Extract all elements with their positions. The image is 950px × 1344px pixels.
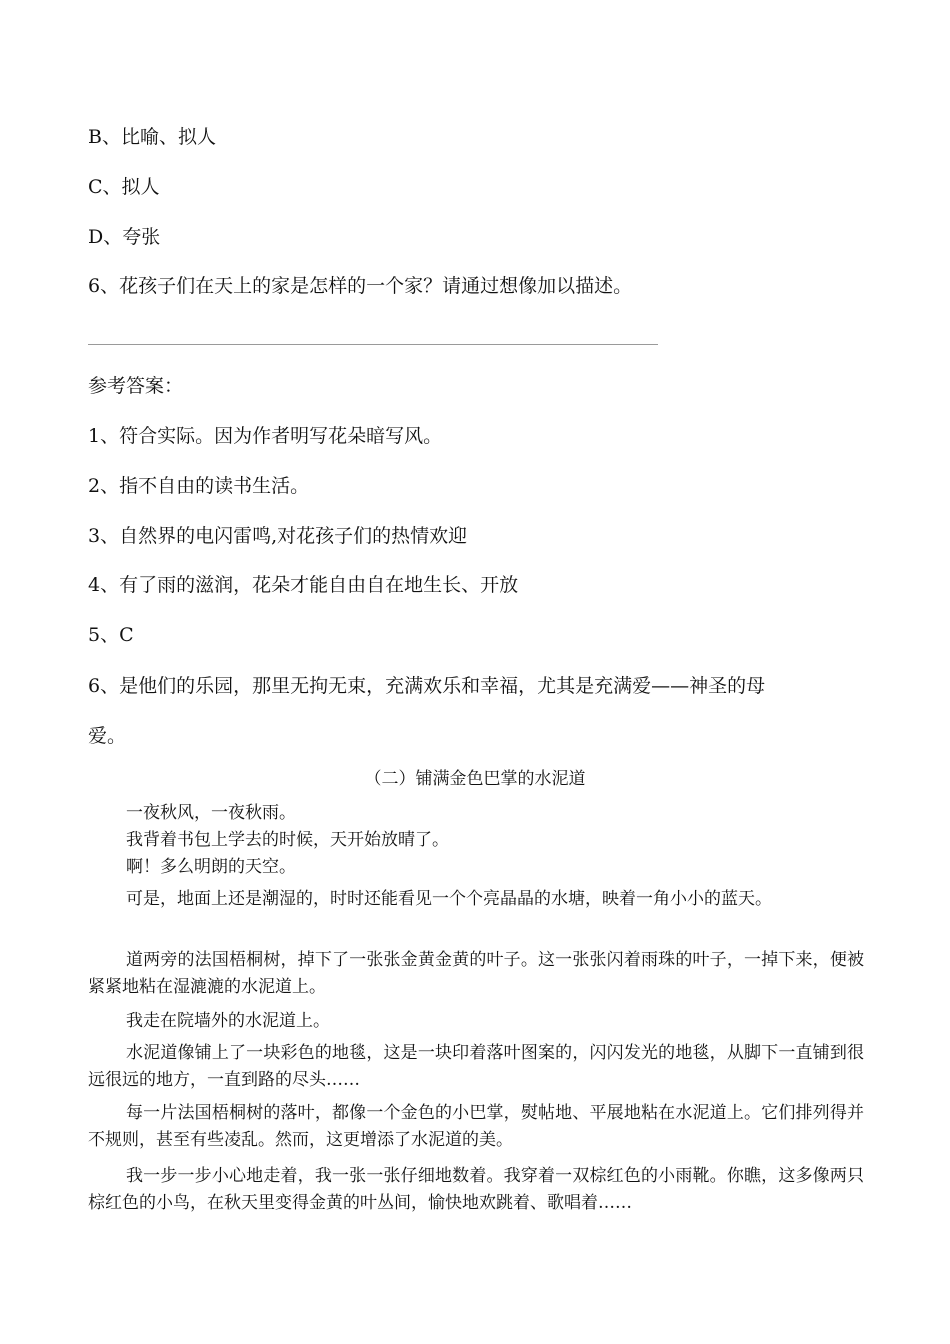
story-title: （二）铺满金色巴掌的水泥道 — [364, 769, 586, 789]
answer-6: 6、是他们的乐园，那里无拘无束，充满欢乐和幸福，尤其是充满爱——神圣的母 — [88, 675, 766, 697]
story-paragraph: 我走在院墙外的水泥道上。 — [126, 1011, 330, 1031]
answer-3: 3、自然界的电闪雷鸣,对花孩子们的热情欢迎 — [88, 525, 468, 547]
question-6: 6、花孩子们在天上的家是怎样的一个家？请通过想像加以描述。 — [88, 275, 633, 297]
answer-divider — [88, 344, 658, 345]
answer-2: 2、指不自由的读书生活。 — [88, 475, 310, 497]
story-paragraph: 一夜秋风，一夜秋雨。 — [126, 803, 296, 823]
story-paragraph: 我一步一步小心地走着，我一张一张仔细地数着。我穿着一双棕红色的小雨靴。你瞧，这多像两只棕红色的小鸟，在秋天里变得金黄的叶丛间，愉快地欢跳着、歌唱着…… — [88, 1166, 864, 1213]
option-b: B、比喻、拟人 — [88, 126, 216, 148]
option-c: C、拟人 — [88, 176, 160, 198]
story-paragraph: 啊！多么明朗的天空。 — [126, 857, 296, 877]
story-paragraph: 我背着书包上学去的时候，天开始放晴了。 — [126, 830, 449, 850]
answer-4: 4、有了雨的滋润，花朵才能自由自在地生长、开放 — [88, 574, 519, 596]
story-paragraph: 可是，地面上还是潮湿的，时时还能看见一个个亮晶晶的水塘，映着一角小小的蓝天。 — [126, 889, 772, 909]
answer-5: 5、C — [88, 624, 134, 646]
story-paragraph: 每一片法国梧桐树的落叶，都像一个金色的小巴掌，熨帖地、平展地粘在水泥道上。它们排列得并不规则，甚至有些凌乱。然而，这更增添了水泥道的美。 — [88, 1103, 864, 1150]
answers-heading: 参考答案： — [88, 375, 184, 397]
story-paragraph: 道两旁的法国梧桐树，掉下了一张张金黄金黄的叶子。这一张张闪着雨珠的叶子，一掉下来，便被紧紧地粘在湿漉漉的水泥道上。 — [88, 950, 864, 997]
story-paragraph: 水泥道像铺上了一块彩色的地毯，这是一块印着落叶图案的，闪闪发光的地毯，从脚下一直铺到很远很远的地方，一直到路的尽头…… — [88, 1043, 864, 1090]
answer-6-continued: 爱。 — [88, 725, 127, 747]
option-d: D、夸张 — [88, 226, 161, 248]
answer-1: 1、符合实际。因为作者明写花朵暗写风。 — [88, 425, 443, 447]
